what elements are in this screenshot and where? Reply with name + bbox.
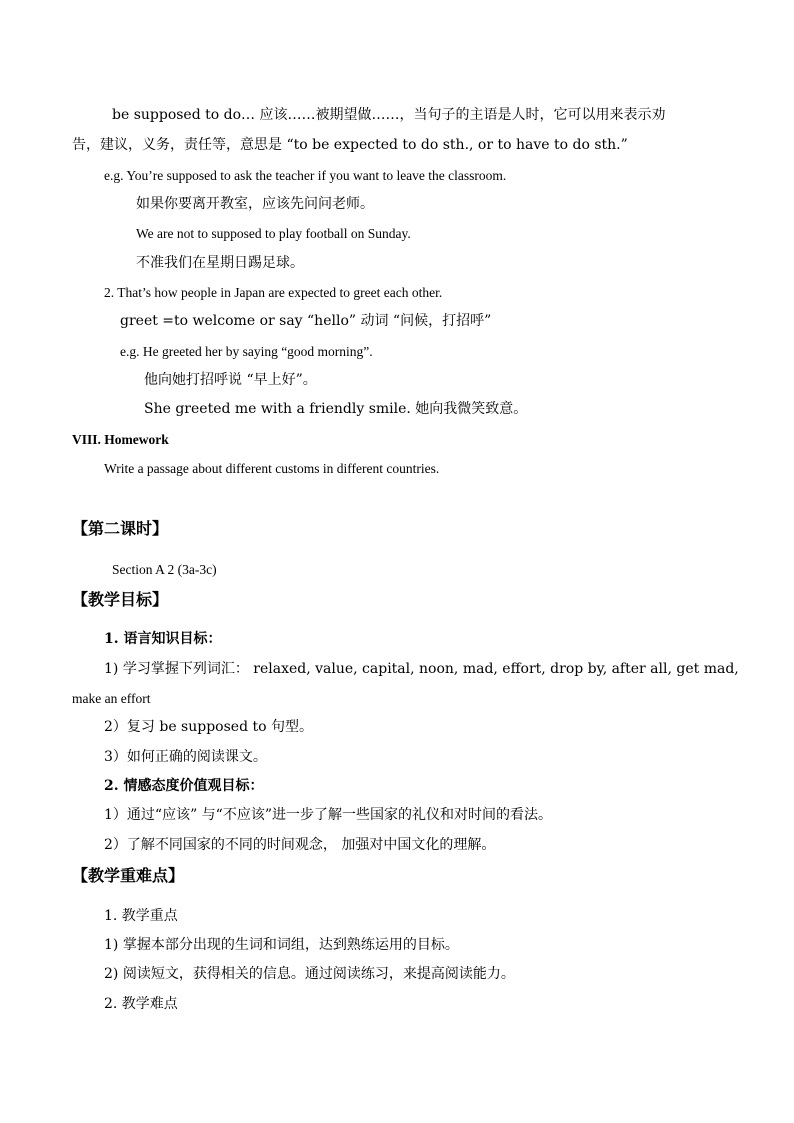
objective-item: 1) 学习掌握下列词汇： relaxed, value, capital, noon, mad, effort, drop by, after all, get mad, xyxy=(104,661,739,677)
paragraph-line: be supposed to do… 应该……被期望做……，当句子的主语是人时，它可以用来表示劝 xyxy=(112,107,666,123)
example-sentence: e.g. He greeted her by saying “good morning”. xyxy=(120,344,373,359)
homework-text: Write a passage about different customs in different countries. xyxy=(104,461,440,476)
objective-item: 1）通过“应该” 与“不应该”进一步了解一些国家的礼仪和对时间的看法。 xyxy=(104,807,552,823)
example-sentence: e.g. You’re supposed to ask the teacher if you want to leave the classroom. xyxy=(104,168,507,183)
objective-item: 2）复习 be supposed to 句型。 xyxy=(104,719,313,735)
key-point-item: 2) 阅读短文，获得相关的信息。通过阅读练习，来提高阅读能力。 xyxy=(104,966,515,982)
paragraph-line: 告，建议，义务，责任等，意思是 “to be expected to do sth., or to have to do sth.” xyxy=(72,137,628,153)
section-heading: VIII. Homework xyxy=(72,432,169,447)
definition-line: greet =to welcome or say “hello” 动词 “问候，打招呼” xyxy=(120,313,492,329)
key-point-title: 1. 教学重点 xyxy=(104,908,178,924)
lesson-heading: 【第二课时】 xyxy=(72,519,169,538)
point-heading: 2. That’s how people in Japan are expected to greet each other. xyxy=(104,285,443,300)
example-translation: 如果你要离开教室，应该先问问老师。 xyxy=(136,196,374,212)
example-sentence: We are not to supposed to play football on Sunday. xyxy=(136,226,411,241)
key-points-heading: 【教学重难点】 xyxy=(72,866,185,885)
objective-title: 1. 语言知识目标： xyxy=(104,631,222,647)
key-point-item: 1) 掌握本部分出现的生词和词组，达到熟练运用的目标。 xyxy=(104,937,459,953)
objective-item: 3）如何正确的阅读课文。 xyxy=(104,749,267,765)
objective-title: 2. 情感态度价值观目标： xyxy=(104,778,264,794)
objectives-heading: 【教学目标】 xyxy=(72,590,169,609)
objective-item: 2）了解不同国家的不同的时间观念， 加强对中国文化的理解。 xyxy=(104,837,496,853)
example-sentence: She greeted me with a friendly smile. 她向我微笑致意。 xyxy=(144,401,528,417)
example-translation: 他向她打招呼说 “早上好”。 xyxy=(144,372,317,388)
section-label: Section A 2 (3a-3c) xyxy=(112,562,217,577)
key-point-title: 2. 教学难点 xyxy=(104,996,178,1012)
example-translation: 不准我们在星期日踢足球。 xyxy=(136,255,304,271)
objective-item-cont: make an effort xyxy=(72,691,151,706)
